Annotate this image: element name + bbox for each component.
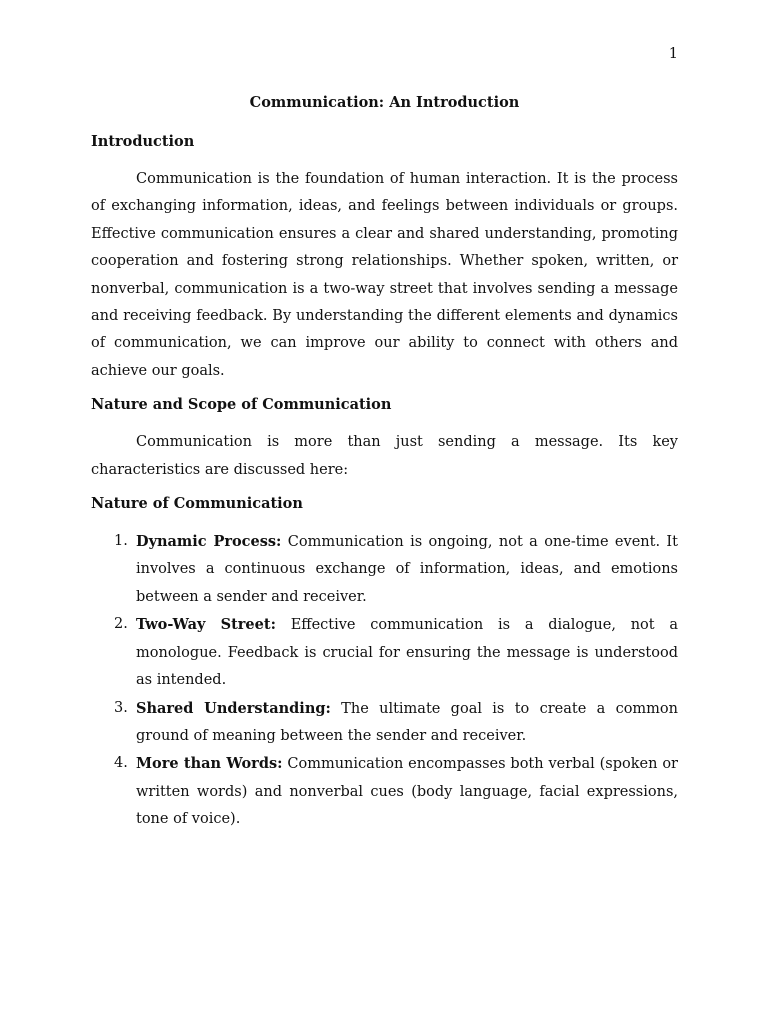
list-item xyxy=(91,695,678,751)
list-item-term: Dynamic Process: xyxy=(136,533,282,551)
list-item-number: 2. xyxy=(114,616,128,633)
page-number: 1 xyxy=(668,46,678,62)
document-title: Communication: An Introduction xyxy=(249,94,520,111)
list-item-number: 4. xyxy=(114,755,128,772)
list-item xyxy=(91,528,678,611)
list-item-term: Shared Understanding: xyxy=(136,699,331,717)
section-heading-nature-scope: Nature and Scope of Communication xyxy=(91,396,392,414)
list-item-text: Effective communication is a dialogue, not a monologue. Feedback is crucial for ensuring the message is understood as intended. xyxy=(136,617,679,689)
nature-list xyxy=(91,528,678,833)
section-heading-introduction: Introduction xyxy=(91,133,195,150)
list-item-term: Two-Way Street: xyxy=(136,616,276,634)
document-body xyxy=(91,92,678,834)
list-item-number: 1. xyxy=(114,533,128,550)
list-item-number: 3. xyxy=(114,699,128,716)
list-item-term: More than Words: xyxy=(136,755,283,773)
list-item-text: Communication encompasses both verbal (spoken or written words) and nonverbal cues (body language, facial expressions, tone of voice). xyxy=(136,756,678,828)
list-item xyxy=(91,611,678,694)
list-item xyxy=(91,750,678,833)
list-item-text: The ultimate goal is to create a common ground of meaning between the sender and receiver. xyxy=(136,700,678,744)
nature-scope-paragraph: Communication is more than just sending a message. Its key characteristics are discussed here: xyxy=(91,434,678,478)
section-heading-nature: Nature of Communication xyxy=(91,495,303,513)
introduction-paragraph: Communication is the foundation of human interaction. It is the process of exchanging information, ideas, and feelings between individuals or groups. Effective communication ensures a clear and shared understanding, promoting cooperation and fostering strong relationships. Whether spoken, written, or nonverbal, communication is a two-way street that involves sending a message and receiving feedback. By understanding the different elements and dynamics of communication, we can improve our ability to connect with others and achieve our goals. xyxy=(91,171,678,379)
list-item-text: Communication is ongoing, not a one-time event. It involves a continuous exchange of information, ideas, and emotions between a sender and receiver. xyxy=(136,534,678,605)
